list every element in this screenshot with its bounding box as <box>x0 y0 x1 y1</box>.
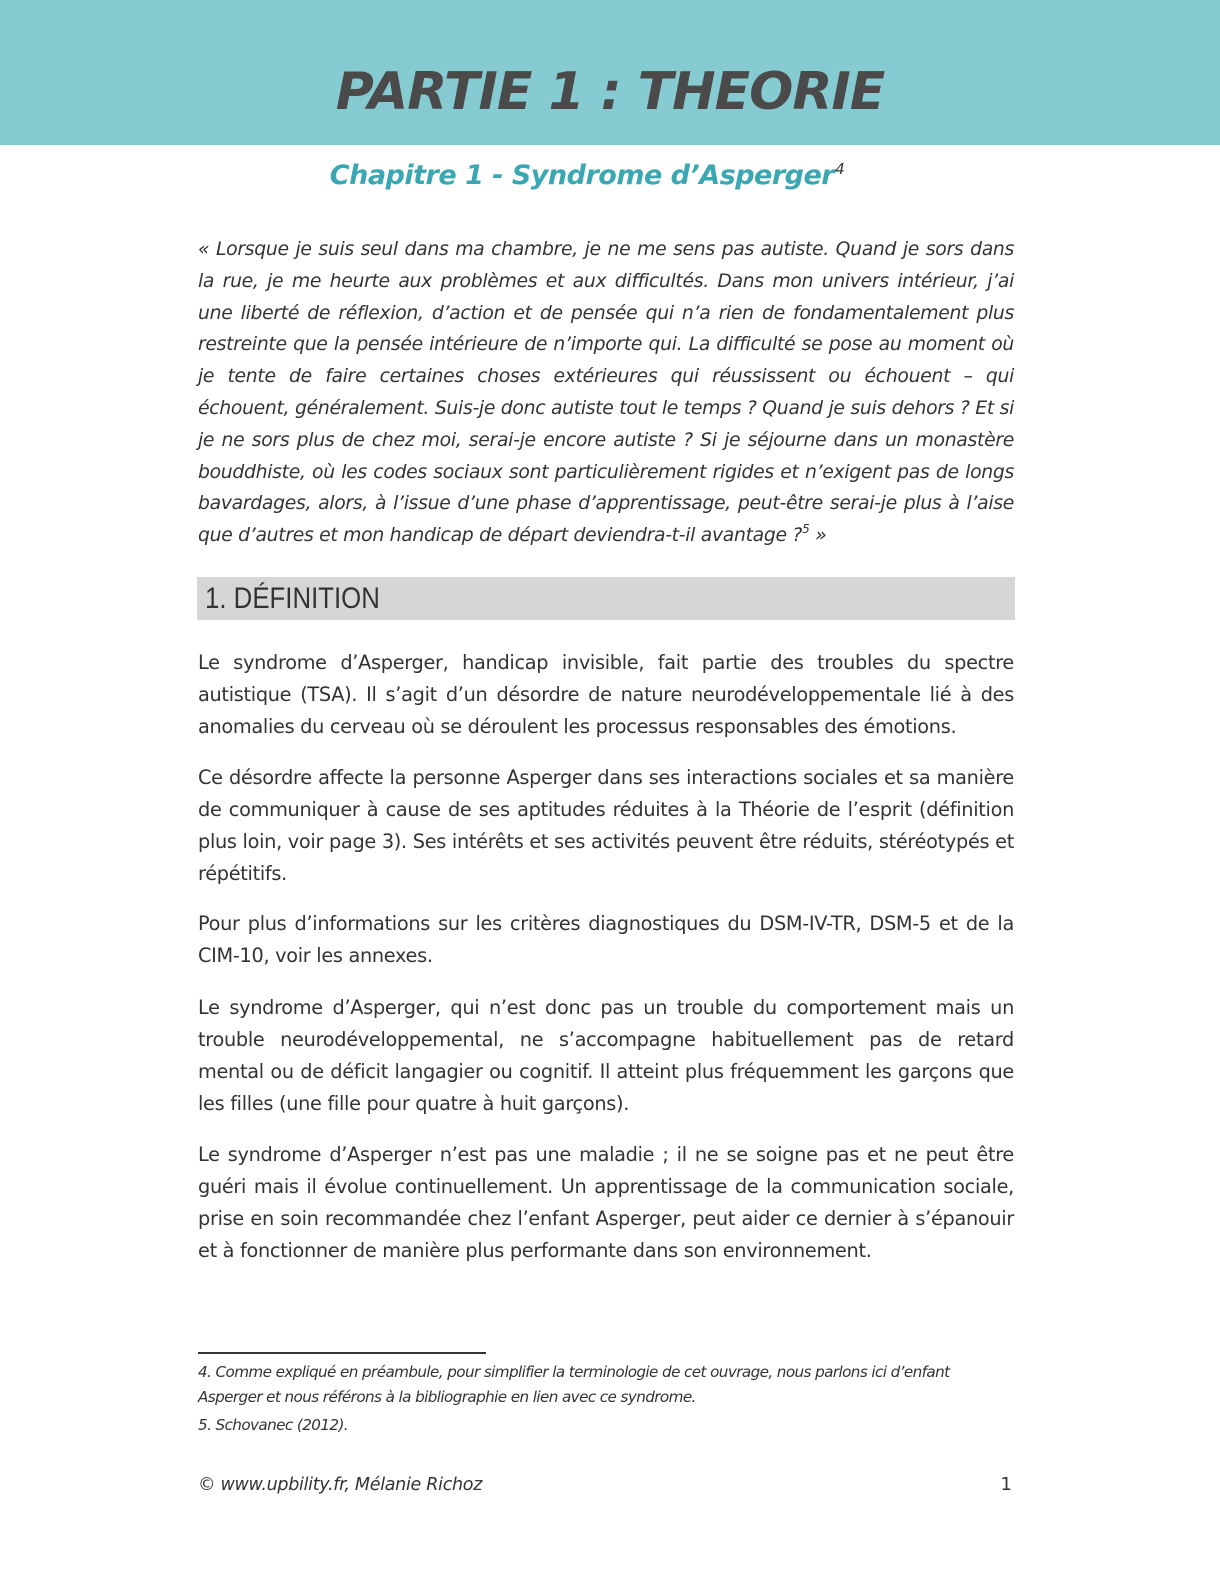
quote-closing: » <box>809 525 827 547</box>
footnotes <box>198 1360 1014 1438</box>
body-paragraph: Le syndrome d’Asperger, handicap invisible, fait partie des troubles du spectre autistique (TSA). Il s’agit d’un désordre de nature neurodéveloppementale lié à des anomalies du cerveau où se déroulent les processus responsables des émotions. <box>198 651 1014 738</box>
footnote-4: 4. Comme expliqué en préambule, pour simplifier la terminologie de cet ouvrage, nous parlons ici d’enfant Asperger et nous référons à la bibliographie en lien avec ce syndrome. <box>198 1363 950 1406</box>
footnote-ref-4: 4 <box>835 160 845 178</box>
chapter-title-text: Chapitre 1 - Syndrome d’Asperger <box>329 160 835 191</box>
body-paragraph: Ce désordre affecte la personne Asperger dans ses interactions sociales et sa manière de communiquer à cause de ses aptitudes réduites à la Théorie de l’esprit (définition plus loin, voir page 3). Ses intérêts et ses activités peuvent être réduits, stéréotypés et répétitifs. <box>198 766 1014 885</box>
footnote-5: 5. Schovanec (2012). <box>198 1416 348 1434</box>
footer-credit: © www.upbility.fr, Mélanie Richoz <box>198 1475 483 1495</box>
part-title-text: PARTIE 1 : THEORIE <box>335 62 885 122</box>
footnote-ref-5: 5 <box>802 522 810 537</box>
section-heading: 1. DÉFINITION <box>205 582 380 615</box>
quote-text: « Lorsque je suis seul dans ma chambre, je ne me sens pas autiste. Quand je sors dans la rue, je me heurte aux problèmes et aux difficultés. Dans mon univers intérieur, j’ai une liberté de réflexion, d’action et de pensée qui n’a rien de fondamentalement plus restreinte que la pensée intérieure de n’importe qui. La difficulté se pose au moment où je tente de faire certaines choses extérieures qui réussissent ou échouent – qui échouent, généralement. Suis-je donc autiste tout le temps ? Quand je suis dehors ? Et si je ne sors plus de chez moi, serai-je encore autiste ? Si je séjourne dans un monastère bouddhiste, où les codes sociaux sont particulièrement rigides et n’exigent pas de longs bavardages, alors, à l’issue d’une phase d’apprentissage, peut-être serai-je plus à l’aise que d’autres et mon handicap de départ deviendra-t-il avantage ? <box>198 239 1014 547</box>
page-number: 1 <box>1000 1474 1012 1495</box>
body-paragraph: Pour plus d’informations sur les critères diagnostiques du DSM-IV-TR, DSM-5 et de la CIM-10, voir les annexes. <box>198 912 1014 967</box>
body-paragraph: Le syndrome d’Asperger n’est pas une maladie ; il ne se soigne pas et ne peut être guéri mais il évolue continuellement. Un apprentissage de la communication sociale, prise en soin recommandée chez l’enfant Asperger, peut aider ce dernier à s’épanouir et à fonctionner de manière plus performante dans son environnement. <box>198 1143 1014 1262</box>
epigraph-quote <box>198 234 1014 552</box>
body-paragraph: Le syndrome d’Asperger, qui n’est donc pas un trouble du comportement mais un trouble neurodéveloppemental, ne s’accompagne habituellement pas de retard mental ou de déficit langagier ou cognitif. Il atteint plus fréquemment les garçons que les filles (une fille pour quatre à huit garçons). <box>198 996 1014 1115</box>
chapter-title <box>0 150 1174 195</box>
part-title <box>0 55 1220 129</box>
footnote-separator <box>198 1352 486 1354</box>
